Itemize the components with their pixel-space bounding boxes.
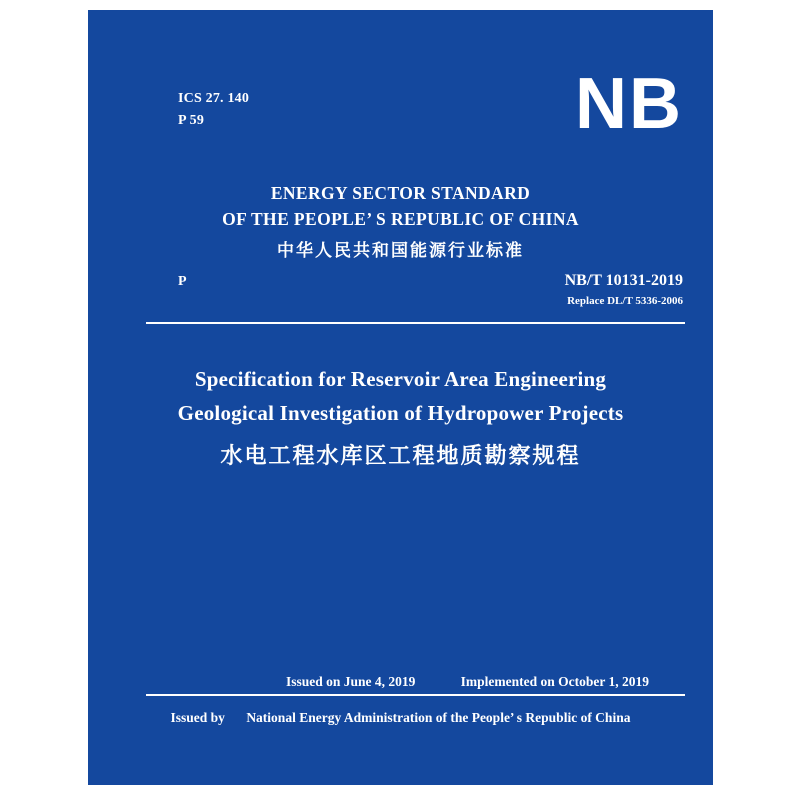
divider-top — [146, 322, 685, 324]
divider-bottom — [146, 694, 685, 696]
issuing-organization: National Energy Administration of the People’ s Republic of China — [246, 710, 631, 725]
classification-code: P 59 — [178, 113, 205, 128]
document-title-en-line1: Specification for Reservoir Area Engineering — [194, 367, 607, 391]
document-title-cn: 水电工程水库区工程地质勘察规程 — [220, 443, 581, 468]
implemented-date: Implemented on October 1, 2019 — [460, 674, 649, 689]
standard-header — [88, 180, 713, 266]
standard-header-cn: 中华人民共和国能源行业标准 — [277, 241, 524, 260]
ics-block — [178, 88, 249, 132]
replaced-standard: Replace DL/T 5336-2006 — [567, 295, 683, 307]
issued-by-label: Issued by — [170, 710, 225, 725]
nb-logo: NB — [575, 64, 683, 144]
ics-code: ICS 27. 140 — [178, 91, 250, 106]
document-title-en-line2: Geological Investigation of Hydropower Projects — [177, 401, 624, 425]
issued-date: Issued on June 4, 2019 — [286, 674, 416, 689]
issuer-row — [88, 710, 713, 726]
standard-header-en-line2: OF THE PEOPLE’ S REPUBLIC OF CHINA — [222, 209, 579, 229]
document-title — [88, 362, 713, 476]
dates-row — [146, 674, 685, 694]
standard-header-en-line1: ENERGY SECTOR STANDARD — [270, 183, 531, 203]
standard-number: NB/T 10131-2019 — [564, 272, 683, 289]
category-mark: P — [178, 274, 187, 289]
standard-cover — [88, 10, 713, 785]
designation-row — [178, 270, 683, 316]
designation-number-block — [565, 270, 683, 310]
